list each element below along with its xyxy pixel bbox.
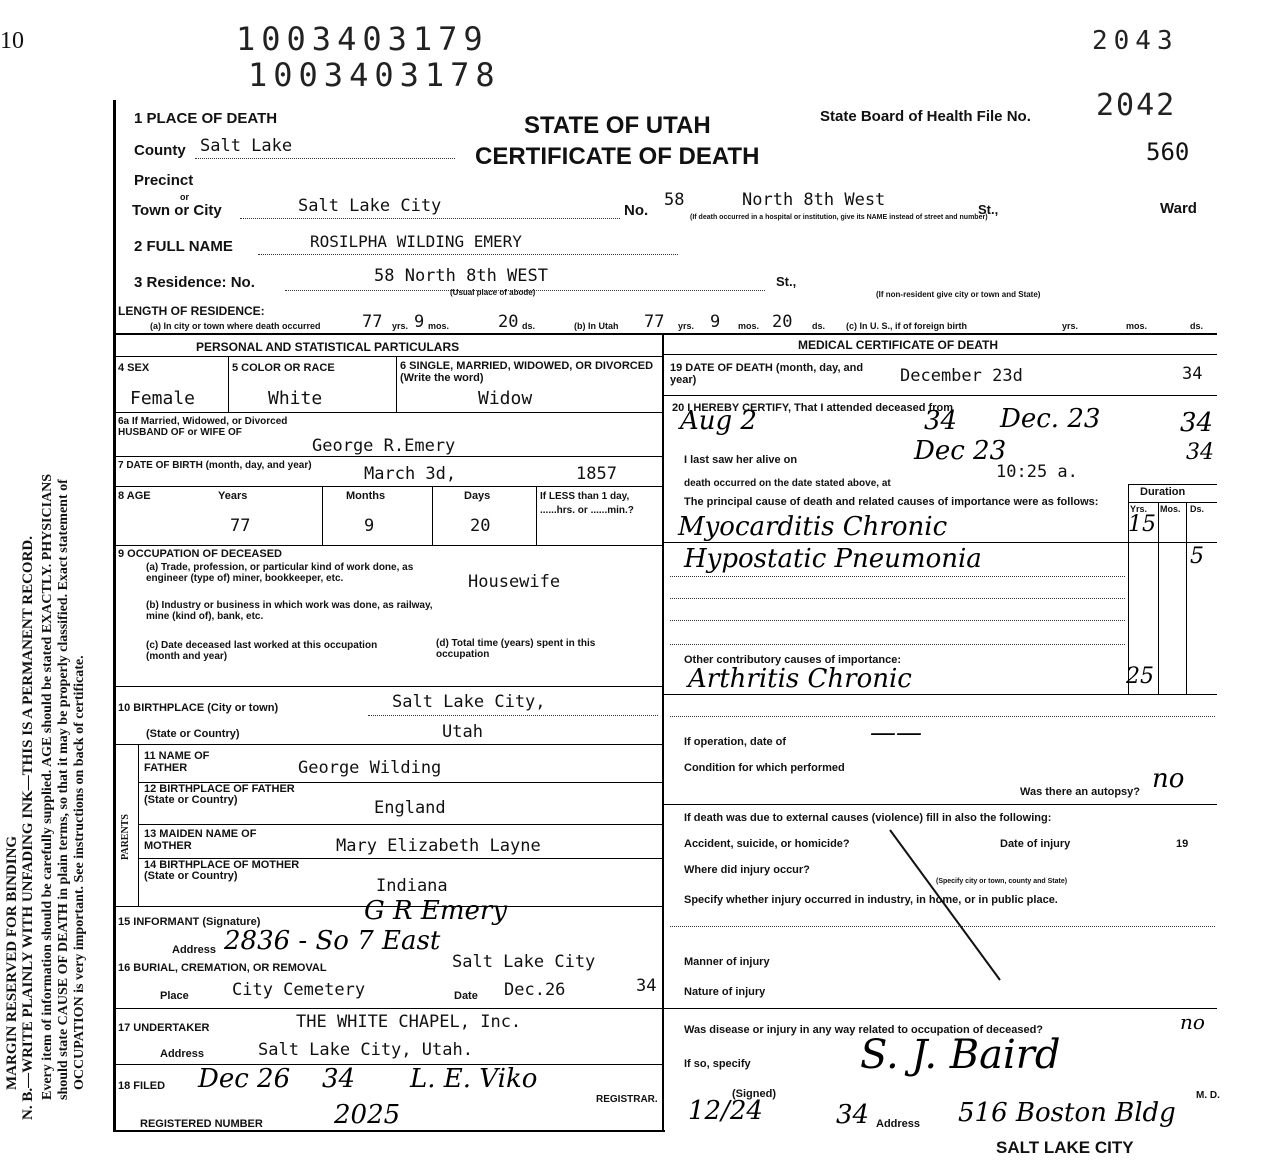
cause-2-duration: 5 — [1190, 544, 1204, 569]
occupation-d-label: (d) Total time (years) spent in this occupation — [436, 638, 596, 660]
mos-label-b: mos. — [738, 321, 760, 331]
birthplace-city: Salt Lake City, — [392, 692, 546, 712]
age-days: 20 — [470, 516, 491, 536]
registered-number-label: REGISTERED NUMBER — [140, 1118, 263, 1130]
injury-where-note: (Specify city or town, county and State) — [936, 878, 1068, 885]
margin-note-1: N. B.—WRITE PLAINLY WITH UNFADING INK—THIS IS A PERMANENT RECORD. — [20, 536, 36, 1120]
duration-mos-label: Mos. — [1160, 504, 1181, 514]
undertaker-label: 17 UNDERTAKER — [118, 1022, 210, 1034]
undertaker-address-label: Address — [160, 1048, 205, 1060]
death-time-label: death occurred on the date stated above, at — [684, 478, 891, 489]
father-birthplace-label: 12 BIRTHPLACE OF FATHER (State or Country) — [144, 783, 295, 806]
cause-2: Hypostatic Pneumonia — [684, 544, 982, 574]
certificate-title: CERTIFICATE OF DEATH — [475, 143, 760, 170]
informant-address: 2836 - So 7 East — [224, 926, 441, 956]
occupation-related-value: no — [1180, 1010, 1205, 1034]
filed-date: Dec 26 — [198, 1064, 291, 1094]
margin-binding-note: MARGIN RESERVED FOR BINDING — [4, 835, 20, 1090]
corner-mark: 10 — [0, 28, 24, 54]
burial-date-label: Date — [454, 990, 478, 1002]
residence-b-label: (b) In Utah — [574, 321, 619, 331]
certificate-state-title: STATE OF UTAH — [524, 112, 711, 139]
ds-label-a: ds. — [522, 321, 536, 331]
marital-value: Widow — [478, 388, 533, 409]
marital-label: 6 SINGLE, MARRIED, WIDOWED, OR DIVORCED (Write the word) — [400, 360, 654, 384]
manner-label: Manner of injury — [684, 956, 770, 968]
registrar-signature: L. E. Viko — [410, 1064, 538, 1094]
file-extra-number: 560 — [1146, 138, 1190, 166]
binding-margin — [0, 0, 100, 1169]
registrar-label: REGISTRAR. — [596, 1094, 658, 1105]
stamp-number-2: 1003403178 — [248, 56, 501, 94]
last-saw-label: I last saw her alive on — [684, 454, 798, 466]
occupation-a-label: (a) Trade, profession, or particular kind of work done, as engineer (type of) miner, bookkeeper, etc. — [146, 562, 414, 584]
street-value: North 8th West — [742, 190, 886, 210]
residence-c-label: (c) In U. S., if of foreign birth — [846, 321, 967, 331]
residence-a-label: (a) In city or town where death occurred — [150, 321, 321, 331]
mother-birthplace-label: 14 BIRTHPLACE OF MOTHER (State or Country) — [144, 859, 300, 882]
parents-label: PARENTS — [120, 814, 131, 860]
age-days-label: Days — [464, 490, 491, 502]
undertaker-name: THE WHITE CHAPEL, Inc. — [296, 1012, 522, 1032]
attended-from-year: 34 — [924, 406, 958, 436]
date-of-death-label: 19 DATE OF DEATH (month, day, and year) — [670, 362, 864, 386]
ds-label-b: ds. — [812, 321, 826, 331]
signed-year: 34 — [836, 1100, 870, 1130]
contributory-cause: Arthritis Chronic — [688, 664, 912, 694]
last-saw-date: Dec 23 — [914, 436, 1007, 466]
physician-address: 516 Boston Bldg — [958, 1098, 1176, 1128]
street-st-label: St., — [978, 202, 999, 217]
color-label: 5 COLOR OR RACE — [232, 362, 335, 374]
age-months: 9 — [364, 516, 375, 536]
residence-b-yrs: 77 — [644, 312, 665, 332]
autopsy-value: no — [1152, 764, 1185, 794]
death-time: 10:25 a. — [996, 462, 1078, 482]
injury-year-prefix: 19 — [1176, 838, 1189, 850]
informant-label: 15 INFORMANT (Signature) — [118, 916, 261, 928]
burial-place-label: Place — [160, 990, 189, 1002]
filed-year: 34 — [322, 1064, 356, 1094]
birthplace-label: 10 BIRTHPLACE (City or town) — [118, 702, 279, 714]
certify-label: 20 I HEREBY CERTIFY, That I attended deceased from — [672, 402, 953, 414]
mother-label: 13 MAIDEN NAME OF MOTHER — [144, 828, 257, 852]
age-months-label: Months — [346, 490, 386, 502]
age-label: 8 AGE — [118, 490, 151, 502]
informant-signature: G R Emery — [364, 896, 508, 926]
yrs-label-b: yrs. — [678, 321, 695, 331]
operation-label: If operation, date of — [684, 736, 787, 748]
attended-to: Dec. 23 — [1000, 404, 1101, 434]
physician-city: SALT LAKE CITY — [996, 1138, 1134, 1157]
town-value: Salt Lake City — [298, 196, 442, 216]
if-so-label: If so, specify — [684, 1058, 751, 1070]
contributory-duration: 25 — [1126, 664, 1154, 689]
attended-to-year: 34 — [1180, 408, 1214, 438]
duration-yrs-label: Yrs. — [1130, 504, 1148, 514]
burial-label: 16 BURIAL, CREMATION, OR REMOVAL — [118, 962, 327, 974]
file-number-label: State Board of Health File No. — [820, 108, 1031, 125]
dob-year: 1857 — [576, 464, 617, 484]
burial-city: Salt Lake City — [452, 952, 596, 972]
burial-place: City Cemetery — [232, 980, 366, 1000]
mother-birthplace: Indiana — [376, 876, 448, 896]
duration-label: Duration — [1140, 486, 1186, 498]
cause-1-duration: 15 — [1128, 512, 1156, 537]
last-saw-year: 34 — [1186, 440, 1214, 465]
precinct-label: Precinct — [134, 172, 194, 189]
ds-label-c: ds. — [1190, 321, 1204, 331]
residence-a-ds: 20 — [498, 312, 519, 332]
age-years-label: Years — [218, 490, 248, 502]
mos-label-a: mos. — [428, 321, 450, 331]
occupation-label: 9 OCCUPATION OF DECEASED — [118, 548, 282, 560]
personal-header: PERSONAL AND STATISTICAL PARTICULARS — [196, 340, 460, 354]
mos-label-c: mos. — [1126, 321, 1148, 331]
margin-note-4: OCCUPATION is very important. See instructions on back of certificate. — [72, 655, 87, 1090]
yrs-label-a: yrs. — [392, 321, 409, 331]
father-birthplace: England — [374, 798, 446, 818]
residence-b-ds: 20 — [772, 312, 793, 332]
dob-value: March 3d, — [364, 464, 457, 484]
cause-label: The principal cause of death and related causes of importance were as follows: — [684, 496, 1099, 508]
condition-label: Condition for which performed — [684, 762, 845, 774]
length-residence-label: LENGTH OF RESIDENCE: — [118, 304, 265, 318]
occupation-related-label: Was disease or injury in any way related to occupation of deceased? — [684, 1024, 1044, 1036]
father-label: 11 NAME OF FATHER — [144, 750, 210, 774]
residence-b-mos: 9 — [710, 312, 721, 332]
occupation-b-label: (b) Industry or business in which work was done, as railway, mine (kind of), bank, etc. — [146, 600, 433, 622]
nonresident-note: (If non-resident give city or town and State) — [876, 290, 1041, 299]
filed-label: 18 FILED — [118, 1080, 166, 1092]
injury-where-label: Where did injury occur? — [684, 864, 810, 876]
residence-st-label: St., — [776, 274, 797, 289]
residence-value: 58 North 8th WEST — [374, 266, 548, 286]
dob-label: 7 DATE OF BIRTH (month, day, and year) — [118, 460, 312, 471]
birthplace-state: Utah — [442, 722, 483, 742]
external-causes-label: If death was due to external causes (violence) fill in also the following: — [684, 812, 1052, 824]
signed-date: 12/24 — [688, 1096, 763, 1126]
place-of-death-label: 1 PLACE OF DEATH — [134, 110, 278, 127]
occupation-value: Housewife — [468, 572, 561, 592]
md-label: M. D. — [1196, 1090, 1220, 1101]
attended-from: Aug 2 — [680, 406, 757, 436]
sex-value: Female — [130, 388, 196, 409]
burial-year: 34 — [636, 976, 657, 996]
cause-1: Myocarditis Chronic — [678, 512, 948, 542]
spouse-value: George R.Emery — [312, 436, 456, 456]
color-value: White — [268, 388, 323, 409]
stamp-number-1: 1003403179 — [236, 20, 489, 58]
file-number: 2042 — [1096, 88, 1177, 123]
margin-note-2: Every item of information should be carefully supplied. AGE should be stated EXACTLY. PHYSICIANS — [40, 473, 55, 1100]
specify-injury-label: Specify whether injury occurred in industry, in home, or in public place. — [684, 894, 1058, 906]
signed-label: (Signed) — [732, 1088, 776, 1100]
street-no-label: No. — [624, 202, 649, 219]
sex-label: 4 SEX — [118, 362, 150, 374]
date-of-death: December 23d — [900, 366, 1023, 386]
strike-through-line — [880, 820, 1010, 990]
physician-address-label: Address — [876, 1118, 921, 1130]
duration-ds-label: Ds. — [1190, 504, 1205, 514]
spouse-label: 6a If Married, Widowed, or Divorced HUSBAND OF or WIFE OF — [118, 416, 288, 438]
ward-label: Ward — [1160, 200, 1197, 217]
autopsy-label: Was there an autopsy? — [1020, 786, 1141, 798]
burial-date: Dec.26 — [504, 980, 566, 1000]
full-name-value: ROSILPHA WILDING EMERY — [310, 232, 522, 251]
street-no-value: 58 — [664, 190, 685, 210]
occupation-c-label: (c) Date deceased last worked at this occupation (month and year) — [146, 640, 378, 662]
age-years: 77 — [230, 516, 251, 536]
birthplace-state-label: (State or Country) — [146, 728, 240, 740]
town-label: Town or City — [132, 202, 222, 219]
usual-abode-note: (Usual place of abode) — [450, 288, 536, 297]
full-name-label: 2 FULL NAME — [134, 238, 233, 255]
physician-signature: S. J. Baird — [860, 1032, 1061, 1078]
mother-name: Mary Elizabeth Layne — [336, 836, 541, 856]
stamp-top-right: 2043 — [1092, 26, 1179, 56]
informant-address-label: Address — [172, 944, 217, 956]
accident-label: Accident, suicide, or homicide? — [684, 838, 850, 850]
residence-a-mos: 9 — [414, 312, 425, 332]
injury-date-label: Date of injury — [1000, 838, 1071, 850]
or-label: or — [180, 192, 189, 202]
yrs-label-c: yrs. — [1062, 321, 1079, 331]
medical-header: MEDICAL CERTIFICATE OF DEATH — [798, 338, 998, 352]
residence-a-yrs: 77 — [362, 312, 383, 332]
nature-label: Nature of injury — [684, 986, 766, 998]
county-label: County — [134, 142, 186, 159]
hospital-note: (If death occurred in a hospital or institution, give its NAME instead of street and number) — [690, 214, 988, 221]
registered-number: 2025 — [334, 1100, 401, 1130]
date-of-death-year: 34 — [1182, 364, 1203, 384]
undertaker-address: Salt Lake City, Utah. — [258, 1040, 473, 1060]
father-name: George Wilding — [298, 758, 442, 778]
county-value: Salt Lake — [200, 136, 293, 156]
contributory-label: Other contributory causes of importance: — [684, 654, 901, 666]
residence-label: 3 Residence: No. — [134, 274, 255, 291]
less-than-day-label: If LESS than 1 day, ......hrs. or ......min.? — [540, 491, 634, 516]
operation-value: —— — [870, 718, 922, 748]
margin-note-3: should state CAUSE OF DEATH in plain terms, so that it may be properly classified. Exact statement of — [56, 479, 71, 1100]
